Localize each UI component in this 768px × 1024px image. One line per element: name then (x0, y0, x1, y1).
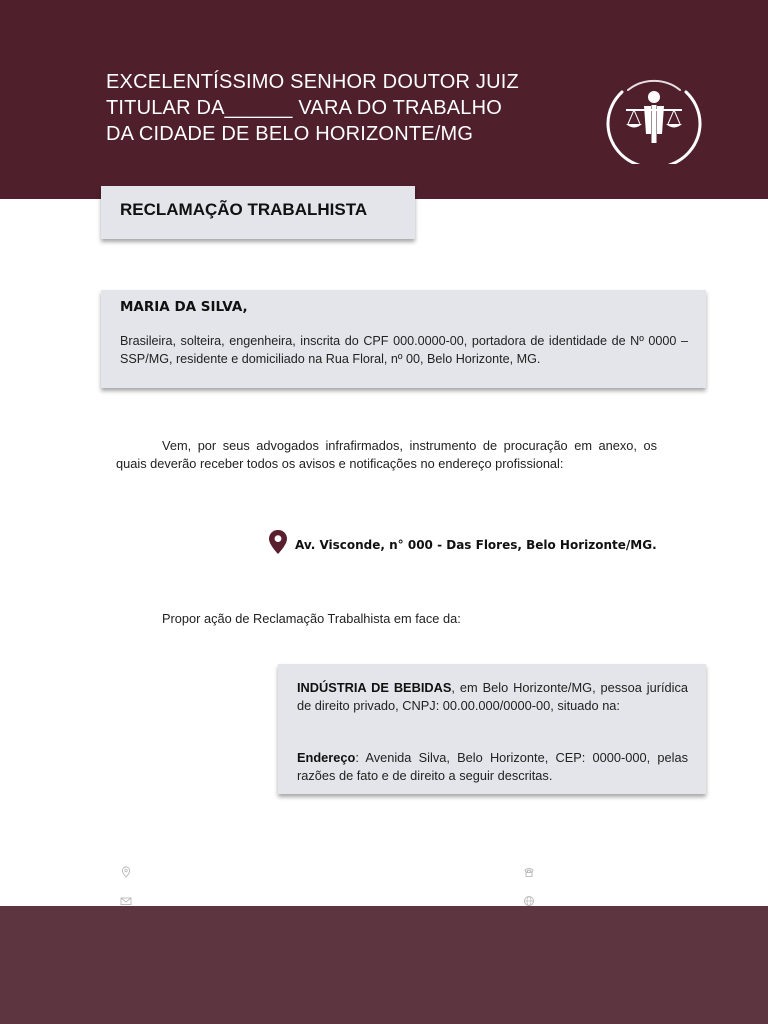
defendant-info (297, 679, 688, 715)
header-banner (0, 0, 768, 199)
defendant-address-text: : Avenida Silva, Belo Horizonte, CEP: 0000-000, pelas razões de fato e de direito a seguir descritas. (297, 750, 688, 783)
intro-paragraph: Vem, por seus advogados infrafirmados, instrumento de procuração em anexo, os quais deverão receber todos os avisos e notificações no endereço profissional: (116, 438, 657, 471)
office-address-text: Av. Visconde, n° 000 - Das Flores, Belo Horizonte/MG. (295, 538, 657, 552)
footer-banner (0, 906, 768, 1024)
defendant-description: , em Belo Horizonte/MG, pessoa jurídica de direito privado, CNPJ: 00.00.000/0000-00, situado na: (297, 680, 688, 713)
scales-of-justice-icon (604, 70, 704, 164)
location-icon (120, 866, 132, 878)
defendant-address (297, 749, 688, 785)
defendant-box (278, 664, 706, 794)
plaintiff-description: Brasileira, solteira, engenheira, inscrita do CPF 000.0000-00, portadora de identidade de Nº 0000 – SSP/MG, residente e domiciliado na Rua Floral, nº 00, Belo Horizonte, MG. (120, 334, 688, 366)
office-address (268, 528, 657, 556)
defendant-address-label: Endereço (297, 750, 356, 765)
phone-icon (523, 866, 535, 878)
document-title-box (101, 186, 415, 239)
defendant-name: INDÚSTRIA DE BEBIDAS (297, 680, 452, 695)
document-title: RECLAMAÇÃO TRABALHISTA (120, 200, 368, 219)
map-pin-icon (268, 529, 288, 555)
plaintiff-box (101, 290, 706, 388)
action-statement: Propor ação de Reclamação Trabalhista em face da: (162, 611, 461, 626)
plaintiff-name: MARIA DA SILVA, (120, 299, 248, 315)
court-address-heading: EXCELENTÍSSIMO SENHOR DOUTOR JUIZ TITULAR DA______ VARA DO TRABALHO DA CIDADE DE BELO HORIZONTE/MG (106, 71, 519, 145)
